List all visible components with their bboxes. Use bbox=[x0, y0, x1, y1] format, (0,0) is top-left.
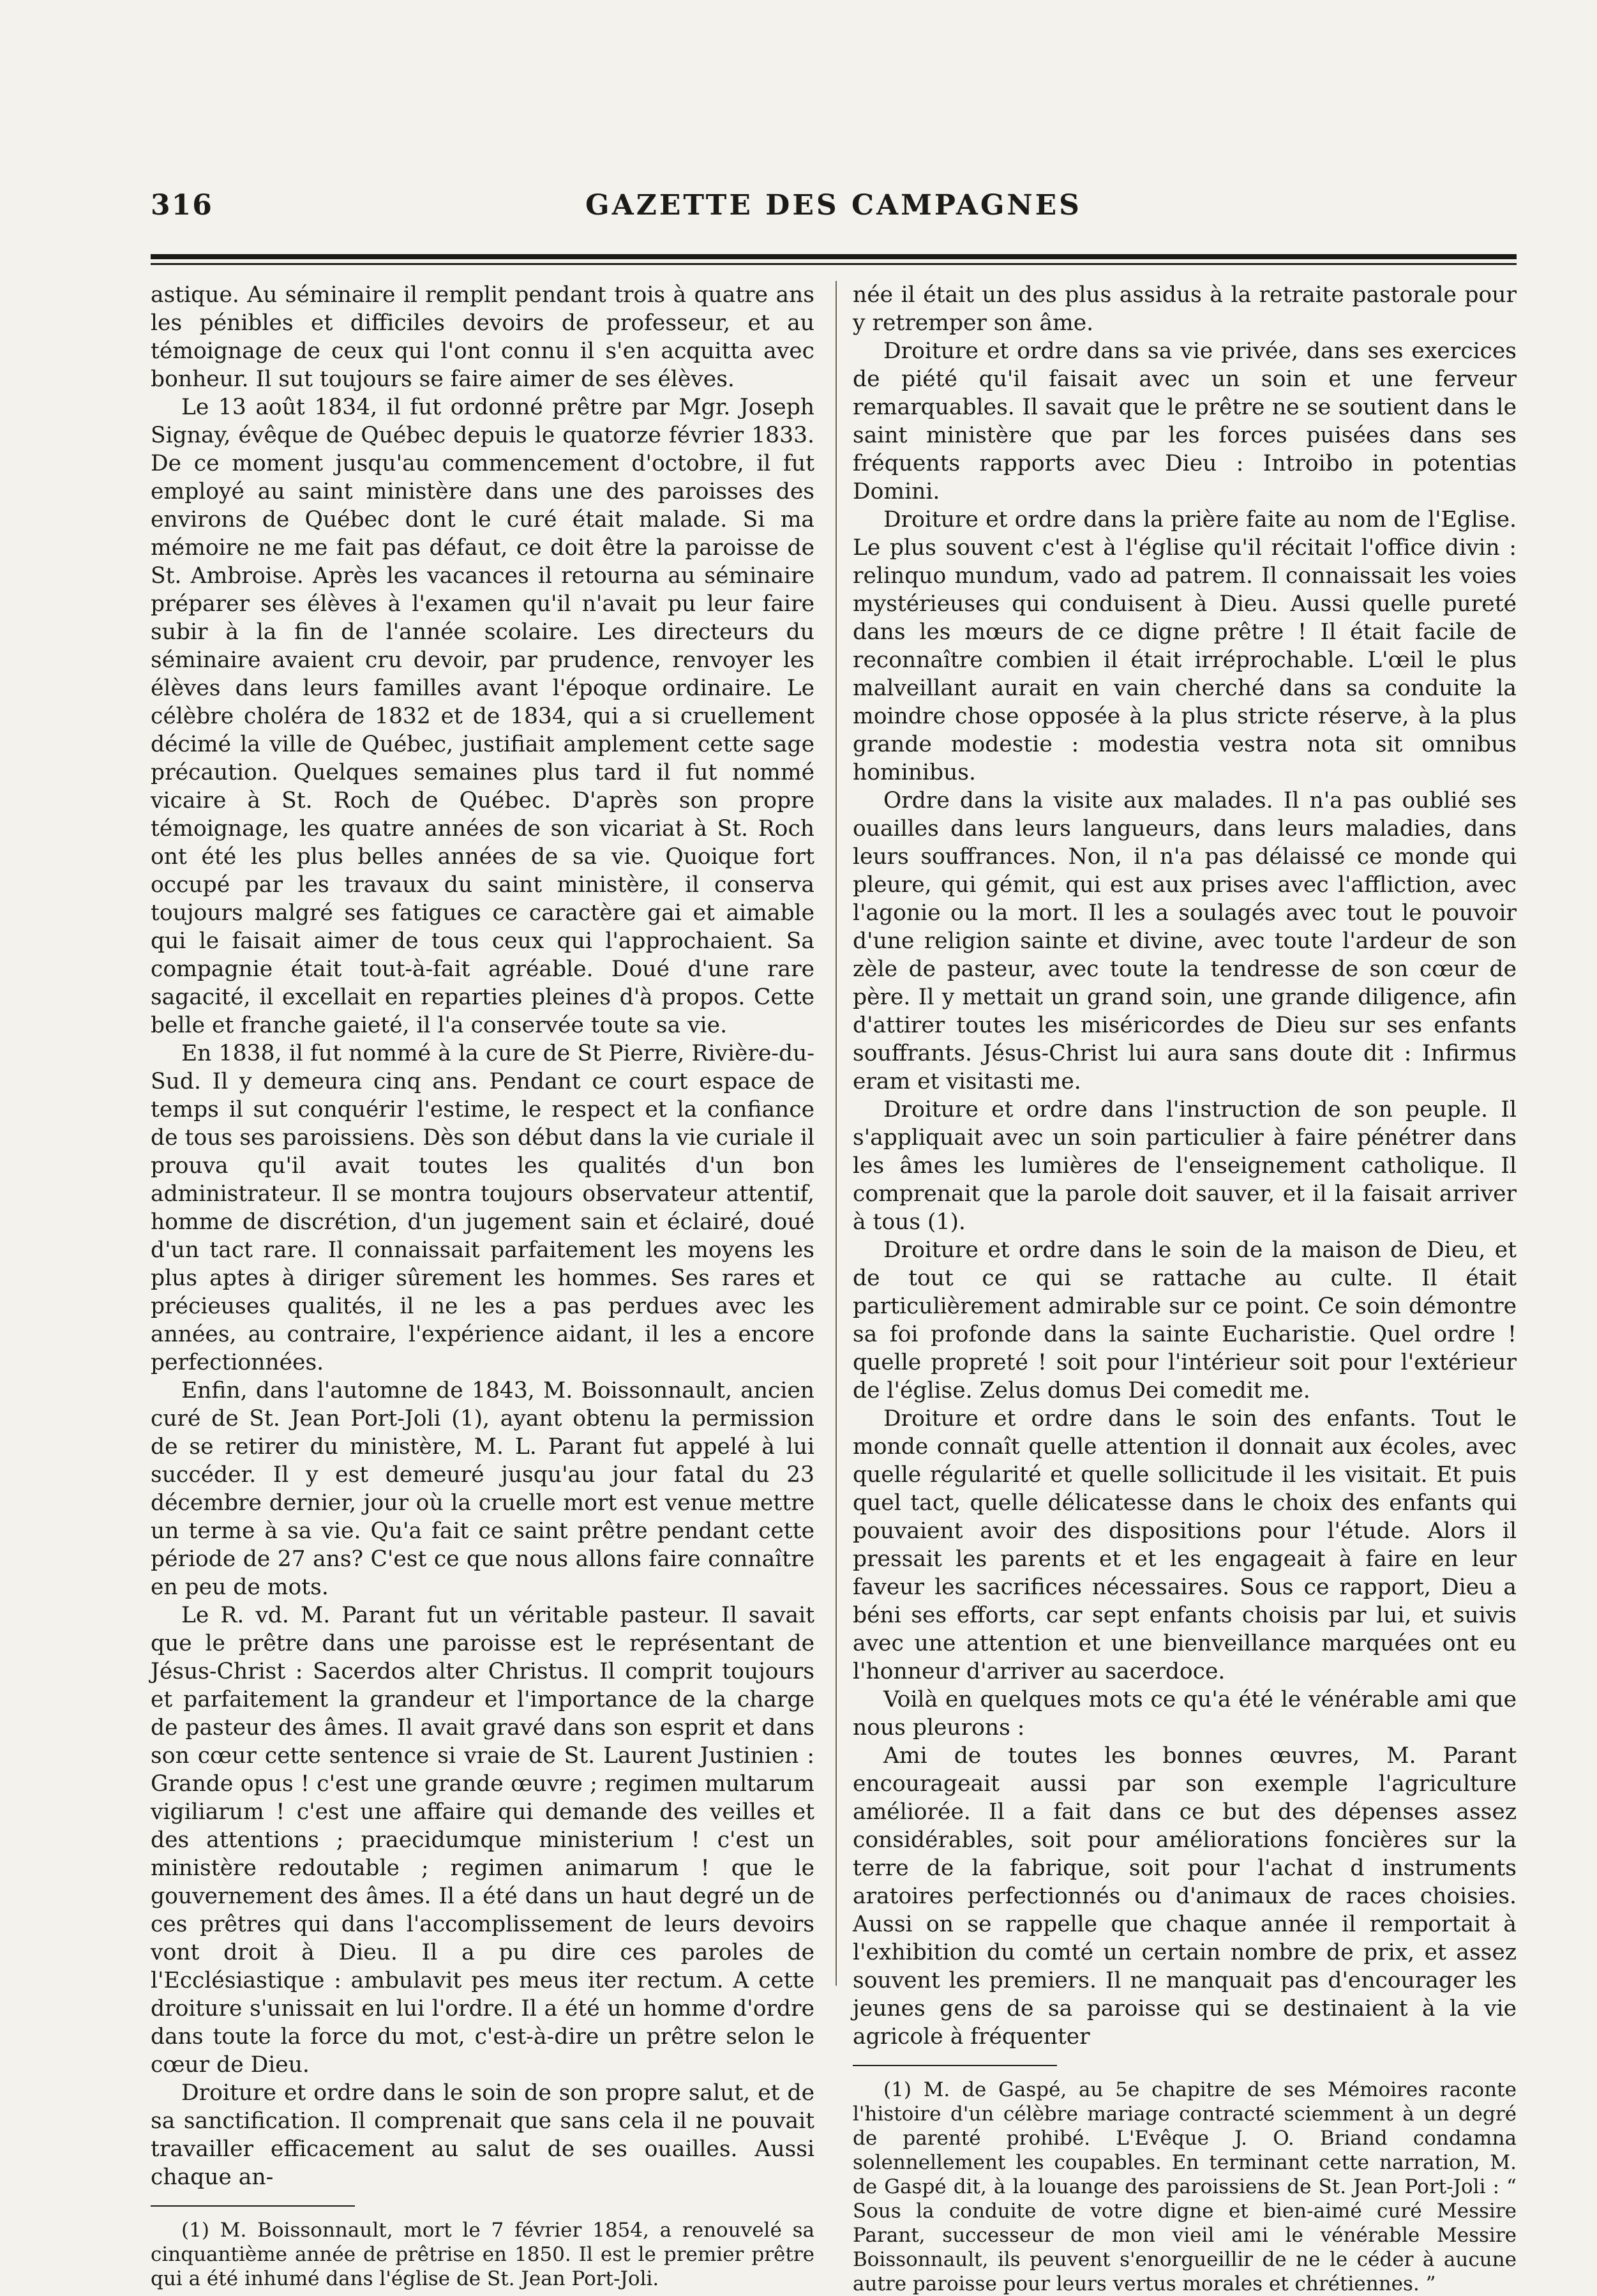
paragraph: Droiture et ordre dans l'instruction de son peuple. Il s'appliquait avec un soin particulier à faire pénétrer dans les âmes les lumières de l'enseignement catholique. Il comprenait que la parole doit sauver, et il la faisait arriver à tous (1). bbox=[853, 1097, 1517, 1235]
footnote-text: (1) M. de Gaspé, au 5e chapitre de ses Mémoires raconte l'histoire d'un célèbre mariage contracté sciemment à un degré de parenté prohibé. L'Evêque J. O. Briand condamna solennellement les coupables. En terminant cette narration, M. de Gaspé dit, à la louange des paroissiens de St. Jean Port-Joli : “ Sous la conduite de votre digne et bien-aimé curé Messire Parant, successeur de mon vieil ami le vénérable Messire Boissonnault, ils peuvent s'enorgueillir de ne le céder à aucune autre paroisse pour leurs vertus morales et chrétiennes. ” bbox=[853, 2078, 1517, 2295]
paragraph: astique. Au séminaire il remplit pendant trois à quatre ans les pénibles et difficiles devoirs de professeur, et au témoignage de ceux qui l'ont connu il s'en acquitta avec bonheur. Il sut toujours se faire aimer de ses élèves. bbox=[151, 282, 814, 392]
paragraph: En 1838, il fut nommé à la cure de St Pierre, Rivière-du-Sud. Il y demeura cinq ans. Pendant ce court espace de temps il sut conquérir l'estime, le respect et la confiance de tous ses paroissiens. Dès son début dans la vie curiale il prouva qu'il avait toutes les qualités d'un bon administrateur. Il se montra toujours observateur attentif, homme de discrétion, d'un jugement sain et éclairé, doué d'un tact rare. Il connaissait parfaitement les moyens les plus aptes à diriger sûrement les hommes. Ses rares et précieuses qualités, il ne les a pas perdues avec les années, au contraire, l'expérience aidant, il les a encore perfectionnées. bbox=[151, 1041, 814, 1375]
paragraph: née il était un des plus assidus à la retraite pastorale pour y retremper son âme. bbox=[853, 282, 1517, 336]
paragraph: Droiture et ordre dans le soin des enfants. Tout le monde connaît quelle attention il donnait aux écoles, avec quelle régularité et quelle sollicitude il les visitait. Et puis quel tact, quelle délicatesse dans le choix des enfants qui pouvaient avoir des dispositions pour l'étude. Alors il pressait les parents et et les engageait à faire en leur faveur les sacrifices nécessaires. Sous ce rapport, Dieu a béni ses efforts, car sept enfants choisis par lui, et suivis avec une attention et une bienveillance marquées ont eu l'honneur d'arriver au sacerdoce. bbox=[853, 1406, 1517, 1684]
paragraph: Le R. vd. M. Parant fut un véritable pasteur. Il savait que le prêtre dans une paroisse est le représentant de Jésus-Christ : Sacerdos alter Christus. Il comprit toujours et parfaitement la grandeur et l'importance de la charge de pasteur des âmes. Il avait gravé dans son esprit et dans son cœur cette sentence si vraie de St. Laurent Justinien : Grande opus ! c'est une grande œuvre ; regimen multarum vigiliarum ! c'est une affaire qui demande des veilles et des attentions ; praecidumque ministerium ! c'est un ministère redoutable ; regimen animarum ! que le gouvernement des âmes. Il a été dans un haut degré un de ces prêtres qui dans l'accomplissement de leurs devoirs vont droit à Dieu. Il a pu dire ces paroles de l'Ecclésiastique : ambulavit pes meus iter rectum. A cette droiture s'unissait en lui l'ordre. Il a été un homme d'ordre dans toute la force du mot, c'est-à-dire un prêtre selon le cœur de Dieu. bbox=[151, 1603, 814, 2078]
header-rule-thin bbox=[151, 263, 1517, 265]
footnote-left bbox=[151, 2218, 814, 2291]
header-rule-thick bbox=[151, 254, 1517, 259]
footnote-text: (1) M. Boissonnault, mort le 7 février 1854, a renouvelé sa cinquantième année de prêtrise en 1850. Il est le premier prêtre qui a été inhumé dans l'église de St. Jean Port-Joli. bbox=[151, 2219, 814, 2290]
paragraph: Le 13 août 1834, il fut ordonné prêtre par Mgr. Joseph Signay, évêque de Québec depuis le quatorze février 1833. De ce moment jusqu'au commencement d'octobre, il fut employé au saint ministère dans une des paroisses des environs de Québec dont le curé était malade. Si ma mémoire ne me fait pas défaut, ce doit être la paroisse de St. Ambroise. Après les vacances il retourna au séminaire préparer ses élèves à l'examen qu'il n'avait pu leur faire subir à la fin de l'année scolaire. Les directeurs du séminaire avaient cru devoir, par prudence, renvoyer les élèves dans leurs familles avant l'époque ordinaire. Le célèbre choléra de 1832 et de 1834, qui a si cruellement décimé la ville de Québec, justifiait amplement cette sage précaution. Quelques semaines plus tard il fut nommé vicaire à St. Roch de Québec. D'après son propre témoignage, les quatre années de son vicariat à St. Roch ont été les plus belles années de sa vie. Quoique fort occupé par les travaux du saint ministère, il conserva toujours malgré ses fatigues ce caractère gai et aimable qui le faisait aimer de tous ceux qui l'approchaient. Sa compagnie était tout-à-fait agréable. Doué d'une rare sagacité, il excellait en reparties pleines d'à propos. Cette belle et franche gaieté, il l'a conservée toute sa vie. bbox=[151, 395, 814, 1038]
paragraph: Droiture et ordre dans le soin de la maison de Dieu, et de tout ce qui se rattache au culte. Il était particulièrement admirable sur ce point. Ce soin démontre sa foi profonde dans la sainte Eucharistie. Quel ordre ! quelle propreté ! soit pour l'intérieur soit pour l'extérieur de l'église. Zelus domus Dei comedit me. bbox=[853, 1237, 1517, 1403]
footnote-rule bbox=[151, 2205, 355, 2207]
left-column bbox=[151, 281, 814, 2291]
footnote-right bbox=[853, 2078, 1517, 2296]
paragraph: Droiture et ordre dans le soin de son propre salut, et de sa sanctification. Il comprenait que sans cela il ne pouvait travailler efficacement au salut de ses ouailles. Aussi chaque an- bbox=[151, 2080, 814, 2190]
page-number: 316 bbox=[151, 189, 213, 222]
paragraph: Voilà en quelques mots ce qu'a été le vénérable ami que nous pleurons : bbox=[853, 1687, 1517, 1741]
footnote-rule bbox=[853, 2065, 1057, 2066]
running-title: GAZETTE DES CAMPAGNES bbox=[585, 189, 1082, 222]
column-divider bbox=[836, 281, 837, 1986]
right-column bbox=[853, 281, 1517, 2296]
paragraph: Droiture et ordre dans la prière faite au nom de l'Eglise. Le plus souvent c'est à l'église qu'il récitait l'office divin : relinquo mundum, vado ad patrem. Il connaissait les voies mystérieuses qui conduisent à Dieu. Aussi quelle pureté dans les mœurs de ce digne prêtre ! Il était facile de reconnaître combien il était irréprochable. L'œil le plus malveillant aurait en vain cherché dans sa conduite la moindre chose opposée à la plus stricte réserve, à la plus grande modestie : modestia vestra nota sit omnibus hominibus. bbox=[853, 507, 1517, 785]
page-header bbox=[151, 189, 1517, 234]
paragraph: Ami de toutes les bonnes œuvres, M. Parant encourageait aussi par son exemple l'agriculture améliorée. Il a fait dans ce but des dépenses assez considérables, soit pour améliorations foncières sur la terre de la fabrique, soit pour l'achat d instruments aratoires perfectionnés ou d'animaux de races choisies. Aussi on se rappelle que chaque année il remportait à l'exhibition du comté un certain nombre de prix, et assez souvent les premiers. Il ne manquait pas d'encourager les jeunes gens de sa paroisse qui se destinaient à la vie agricole à fréquenter bbox=[853, 1743, 1517, 2050]
paragraph: Ordre dans la visite aux malades. Il n'a pas oublié ses ouailles dans leurs langueurs, dans leurs maladies, dans leurs souffrances. Non, il n'a pas délaissé ce monde qui pleure, qui gémit, qui est aux prises avec l'affliction, avec l'agonie ou la mort. Il les a soulagés avec tout le pouvoir d'une religion sainte et divine, avec toute l'ardeur de son zèle de pasteur, avec toute la tendresse de son cœur de père. Il y mettait un grand soin, une grande diligence, afin d'attirer toutes les miséricordes de Dieu sur ses enfants souffrants. Jésus-Christ lui aura sans doute dit : Infirmus eram et visitasti me. bbox=[853, 788, 1517, 1094]
paragraph: Enfin, dans l'automne de 1843, M. Boissonnault, ancien curé de St. Jean Port-Joli (1), ayant obtenu la permission de se retirer du ministère, M. L. Parant fut appelé à lui succéder. Il y est demeuré jusqu'au jour fatal du 23 décembre dernier, jour où la cruelle mort est venue mettre un terme à sa vie. Qu'a fait ce saint prêtre pendant cette période de 27 ans? C'est ce que nous allons faire connaître en peu de mots. bbox=[151, 1378, 814, 1600]
paragraph: Droiture et ordre dans sa vie privée, dans ses exercices de piété qu'il faisait avec un soin et une ferveur remarquables. Il savait que le prêtre ne se soutient dans le saint ministère que par les forces puisées dans ses fréquents rapports avec Dieu : Introibo in potentias Domini. bbox=[853, 338, 1517, 504]
